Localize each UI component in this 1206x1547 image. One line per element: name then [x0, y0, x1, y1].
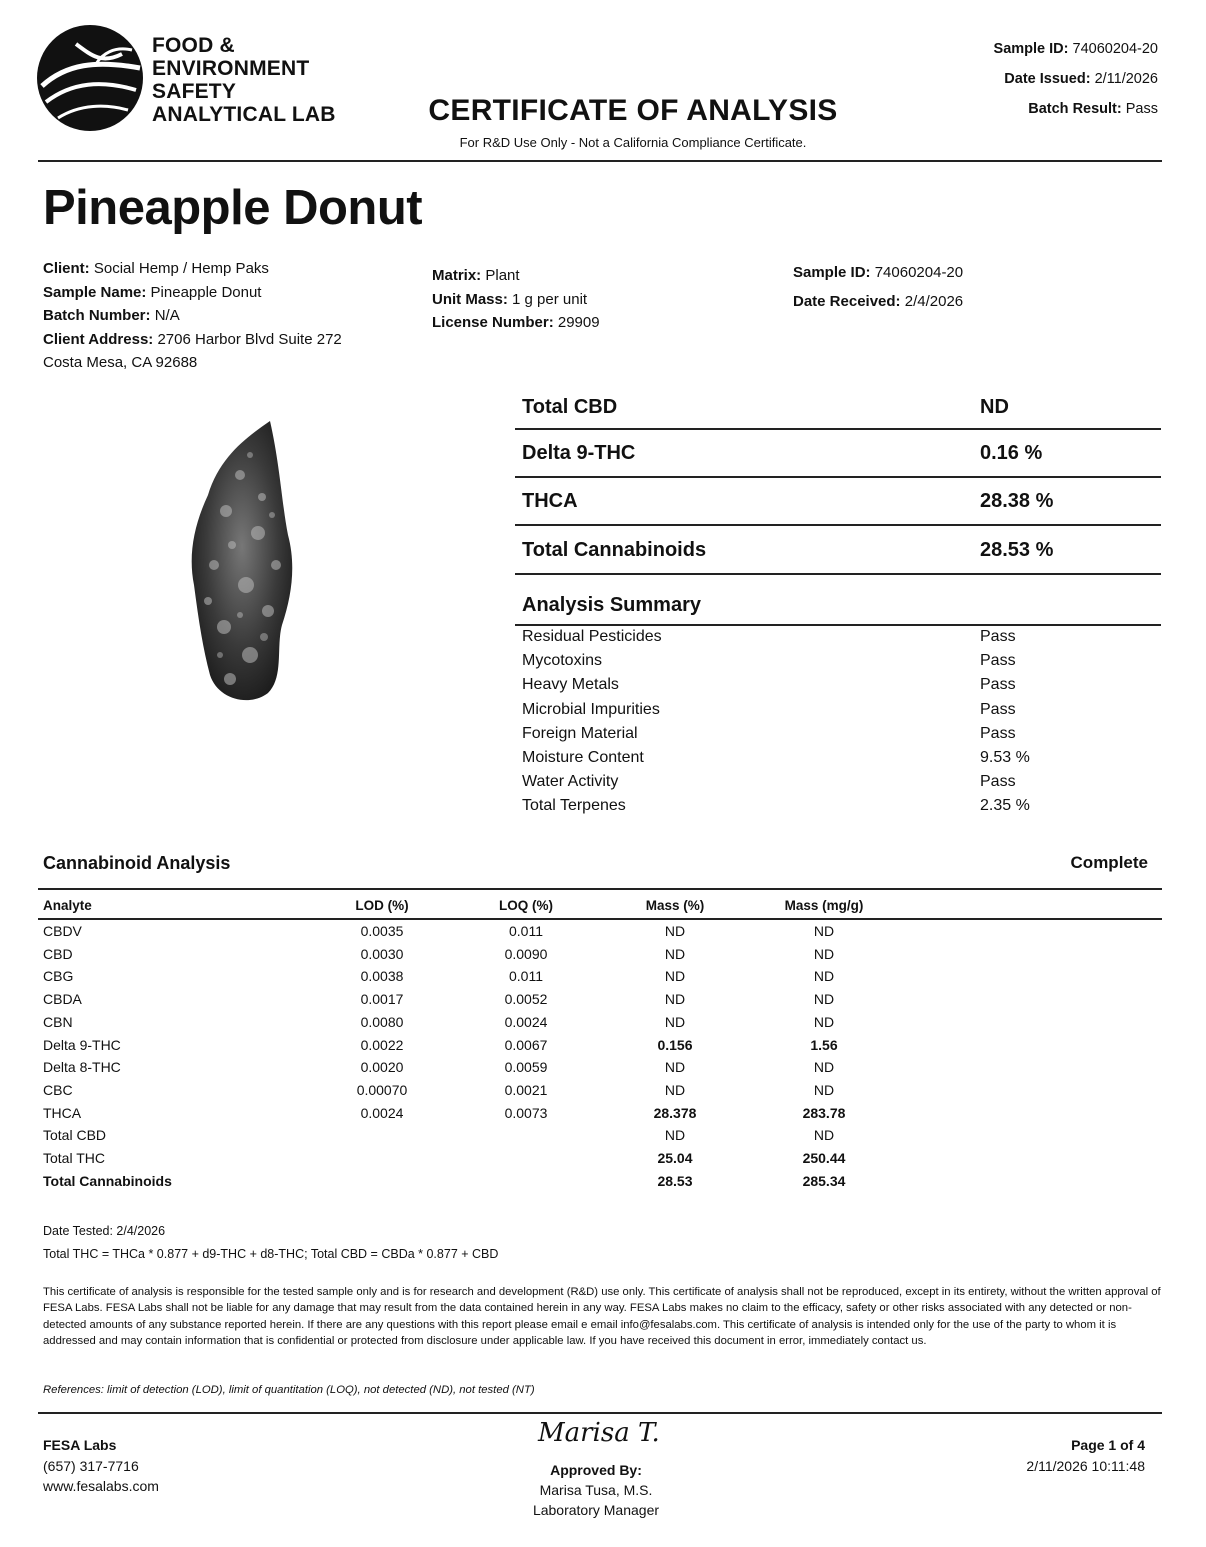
- header-divider: [38, 160, 1162, 162]
- table-cell: ND: [664, 991, 686, 1008]
- summary-divider: [515, 428, 1161, 430]
- total-formula: Total THC = THCa * 0.877 + d9-THC + d8-THC; Total CBD = CBDa * 0.877 + CBD: [43, 1247, 499, 1261]
- table-cell: 28.53: [657, 1172, 693, 1189]
- disclaimer: This certificate of analysis is responsible for the tested sample only and is for research and development (R&D) use only. This certificate of analysis shall not be reproduced, except in its entirety, without the written approval of FESA Labs. FESA Labs shall not be liable for any damage that may result from the data contained herein in any way. FESA Labs makes no claim to the efficacy, safety or other risks associated with any detected or non-detected amounts of any substance reported herein. If there are any questions with this report please email e email info@fesalabs.com. This certificate of analysis is intended only for the use of the party to whom it is addressed and may contain information that is confidential or protected from disclosure under applicable law. If you have received this document in error, immediately contact us.: [43, 1286, 1161, 1347]
- table-cell: 1.56: [810, 1036, 838, 1053]
- table-cell: ND: [813, 1013, 835, 1030]
- product-photo: [180, 415, 310, 710]
- document-subtitle: For R&D Use Only - Not a California Compliance Certificate.: [459, 135, 807, 150]
- date-tested: Date Tested: 2/4/2026: [43, 1224, 166, 1238]
- table-cell: Total CBD: [43, 1127, 107, 1144]
- table-cell: CBDA: [43, 991, 82, 1008]
- table-cell: 250.44: [802, 1150, 846, 1166]
- analysis-summary-title: Analysis Summary: [522, 594, 701, 616]
- table-cell: ND: [813, 945, 835, 962]
- table-row: [0, 946, 1206, 969]
- table-cell: 0.0017: [360, 991, 404, 1008]
- table-row: [0, 1127, 1206, 1150]
- table-cell: ND: [664, 945, 686, 962]
- table-cell: Total Cannabinoids: [43, 1172, 172, 1189]
- list-item: Mycotoxins Pass: [522, 652, 1016, 670]
- table-cell: 0.0073: [504, 1104, 548, 1121]
- footer-page-info: Page 1 of 4 2/11/2026 10:11:48: [1026, 1437, 1145, 1474]
- table-cell: CBN: [43, 1013, 73, 1030]
- table-cell: 283.78: [802, 1104, 846, 1121]
- analysis-summary-list: [522, 628, 1162, 822]
- table-row: [0, 1082, 1206, 1105]
- list-item: Heavy Metals Pass: [522, 676, 1016, 694]
- table-cell: 0.156: [657, 1036, 693, 1053]
- table-cell: 285.34: [802, 1172, 846, 1189]
- summary-divider: [515, 524, 1161, 526]
- table-row: [0, 1014, 1206, 1037]
- table-cell: 0.011: [509, 923, 543, 939]
- client-info: Client: Social Hemp / Hemp Paks Sample Name: Pineapple Donut Batch Number: N/A Client Address: 2706 Harbor Blvd Suite 272 Costa Mesa, CA 92688: [43, 260, 342, 371]
- table-cell: 25.04: [657, 1150, 693, 1166]
- table-cell: ND: [813, 1081, 835, 1098]
- summary-divider: [515, 476, 1161, 478]
- cannabinoid-table: [0, 923, 1206, 1203]
- table-cell: 0.011: [509, 968, 543, 985]
- table-cell: CBC: [43, 1081, 73, 1098]
- list-item: Moisture Content 9.53 %: [522, 748, 1030, 766]
- table-cell: ND: [664, 923, 686, 939]
- footer-contact: FESA Labs (657) 317-7716 www.fesalabs.com: [43, 1437, 159, 1494]
- table-row: [0, 1150, 1206, 1173]
- table-row: [0, 1037, 1206, 1060]
- table-cell: CBG: [43, 968, 74, 985]
- table-cell: 0.0022: [360, 1036, 404, 1053]
- table-cell: 0.0035: [360, 923, 404, 939]
- status-badge: Complete: [1070, 853, 1148, 872]
- table-cell: 0.0024: [504, 1013, 548, 1030]
- table-cell: ND: [813, 991, 835, 1008]
- document-title: CERTIFICATE OF ANALYSIS: [428, 94, 838, 127]
- analysis-summary-divider: [515, 624, 1161, 626]
- table-row: [0, 1059, 1206, 1082]
- product-name: Pineapple Donut: [43, 181, 423, 235]
- list-item: Water Activity Pass: [522, 773, 1016, 791]
- list-item: Residual Pesticides Pass: [522, 628, 1016, 645]
- references: References: limit of detection (LOD), limit of quantitation (LOQ), not detected (ND), not tested (NT): [43, 1384, 535, 1396]
- table-cell: 0.0067: [504, 1036, 548, 1053]
- table-cell: Delta 9-THC: [43, 1036, 121, 1053]
- summary-divider: [515, 573, 1161, 575]
- table-cell: 0.0021: [504, 1081, 548, 1098]
- table-cell: 0.0020: [360, 1059, 404, 1076]
- lab-name: FOOD & ENVIRONMENT SAFETY ANALYTICAL LAB: [152, 34, 336, 126]
- summary-row: Delta 9-THC 0.16 %: [522, 442, 1043, 464]
- table-cell: 0.0090: [504, 945, 548, 962]
- table-cell: 0.0052: [504, 991, 548, 1008]
- table-row: [0, 1173, 1206, 1196]
- summary-row: THCA 28.38 %: [522, 490, 1054, 512]
- table-cell: 0.0080: [360, 1013, 404, 1030]
- table-cell: 28.378: [653, 1104, 697, 1121]
- table-row: [0, 991, 1206, 1014]
- table-cell: 0.00070: [356, 1081, 408, 1098]
- table-cell: 0.0059: [504, 1059, 548, 1076]
- header-meta: Sample ID: 74060204-20 Date Issued: 2/11/2026 Batch Result: Pass: [993, 41, 1158, 117]
- list-item: Foreign Material Pass: [522, 724, 1016, 742]
- table-cell: 0.0030: [360, 945, 404, 962]
- table-cell: THCA: [43, 1104, 82, 1121]
- sample-info: Sample ID: 74060204-20 Date Received: 2/4/2026: [793, 264, 964, 310]
- table-cell: Total THC: [43, 1150, 105, 1166]
- table-cell: 0.0038: [360, 968, 404, 985]
- table-cell: ND: [664, 1013, 686, 1030]
- table-cell: ND: [813, 1127, 835, 1144]
- table-cell: ND: [664, 1081, 686, 1098]
- list-item: Total Terpenes 2.35 %: [522, 797, 1030, 815]
- signature: Marisa T.: [538, 1418, 660, 1448]
- list-item: Microbial Impurities Pass: [522, 700, 1016, 718]
- table-cell: CBD: [43, 945, 73, 962]
- approval-block: Approved By: Marisa Tusa, M.S. Laboratory Manager: [532, 1462, 660, 1518]
- table-cell: CBDV: [43, 923, 82, 939]
- table-cell: ND: [664, 1127, 686, 1144]
- matrix-info: Matrix: Plant Unit Mass: 1 g per unit License Number: 29909: [432, 267, 600, 331]
- summary-row: Total CBD ND: [522, 396, 1009, 418]
- table-cell: Delta 8-THC: [43, 1059, 121, 1076]
- cannabinoid-analysis-title: Cannabinoid Analysis: [43, 853, 231, 873]
- footer-divider: [38, 1412, 1162, 1414]
- table-row: [0, 968, 1206, 991]
- table-cell: ND: [813, 1059, 835, 1076]
- table-cell: ND: [664, 1059, 686, 1076]
- table-row: [0, 1105, 1206, 1128]
- table-cell: 0.0024: [360, 1104, 404, 1121]
- table-top-divider: [38, 888, 1162, 890]
- table-cell: ND: [664, 968, 686, 985]
- summary-row: Total Cannabinoids 28.53 %: [522, 539, 1054, 561]
- table-row: [0, 923, 1206, 946]
- table-cell: ND: [813, 968, 835, 985]
- table-header-divider: [38, 918, 1162, 920]
- table-cell: ND: [813, 923, 835, 939]
